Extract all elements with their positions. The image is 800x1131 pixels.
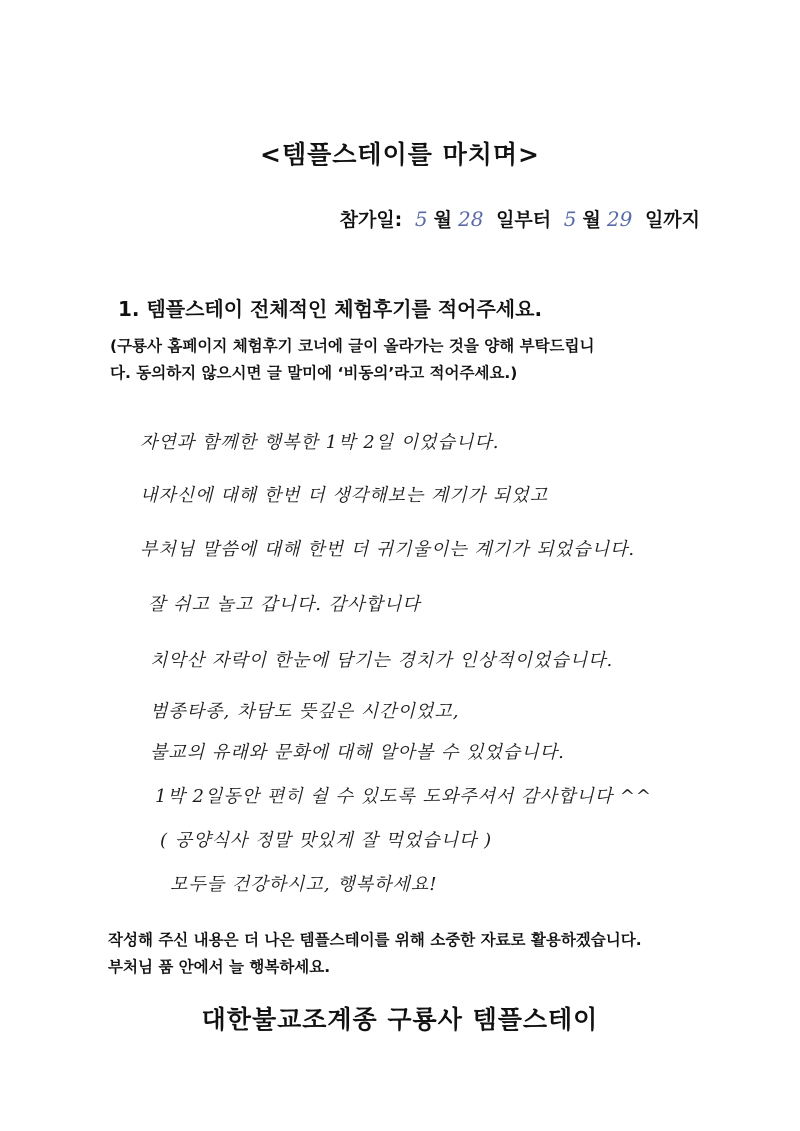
end-month-value: 5 bbox=[563, 207, 577, 231]
question-1: 1. 템플스테이 전체적인 체험후기를 적어주세요. bbox=[118, 297, 543, 321]
handwritten-line: 내자신에 대해 한번 더 생각해보는 계기가 되었고 bbox=[140, 485, 549, 506]
from-label: 일부터 bbox=[496, 209, 552, 231]
end-day-value: 29 bbox=[606, 207, 633, 231]
start-month-value: 5 bbox=[414, 207, 428, 231]
handwritten-line: 모두들 건강하시고, 행복하세요! bbox=[170, 874, 438, 895]
handwritten-line: 1박 2일동안 편히 쉴 수 있도록 도와주셔서 감사합니다 ^^ bbox=[155, 786, 652, 807]
start-day-value: 28 bbox=[458, 207, 484, 231]
handwritten-line: ( 공양식사 정말 맛있게 잘 먹었습니다 ) bbox=[160, 830, 493, 851]
month-label-1: 월 bbox=[433, 209, 452, 231]
organization-name: 대한불교조계종 구룡사 템플스테이 bbox=[201, 1005, 599, 1034]
closing-line-1: 작성해 주신 내용은 더 나은 템플스테이를 위해 소중한 자료로 활용하겠습니다. bbox=[108, 931, 642, 949]
handwritten-line: 잘 쉬고 놀고 갑니다. 감사합니다 bbox=[148, 594, 421, 615]
until-label: 일까지 bbox=[644, 209, 700, 231]
consent-note-line-2: 다. 동의하지 않으시면 글 말미에 ‘비동의’라고 적어주세요.) bbox=[110, 364, 518, 382]
handwritten-line: 범종타종, 차담도 뜻깊은 시간이었고, bbox=[150, 701, 460, 722]
participation-label: 참가일: bbox=[339, 209, 403, 231]
month-label-2: 월 bbox=[582, 209, 601, 231]
closing-line-2: 부처님 품 안에서 늘 행복하세요. bbox=[108, 958, 331, 976]
handwritten-line: 불교의 유래와 문화에 대해 알아볼 수 있었습니다. bbox=[150, 742, 565, 763]
consent-note-line-1: (구룡사 홈페이지 체험후기 코너에 글이 올라가는 것을 양해 부탁드립니 bbox=[110, 337, 595, 355]
form-title: <템플스테이를 마치며> bbox=[260, 140, 540, 169]
handwritten-line: 부처님 말씀에 대해 한번 더 귀기울이는 계기가 되었습니다. bbox=[140, 539, 636, 560]
handwritten-line: 치악산 자락이 한눈에 담기는 경치가 인상적이었습니다. bbox=[150, 650, 614, 671]
handwritten-line: 자연과 함께한 행복한 1박 2일 이었습니다. bbox=[140, 432, 500, 453]
closing-message bbox=[108, 927, 642, 981]
